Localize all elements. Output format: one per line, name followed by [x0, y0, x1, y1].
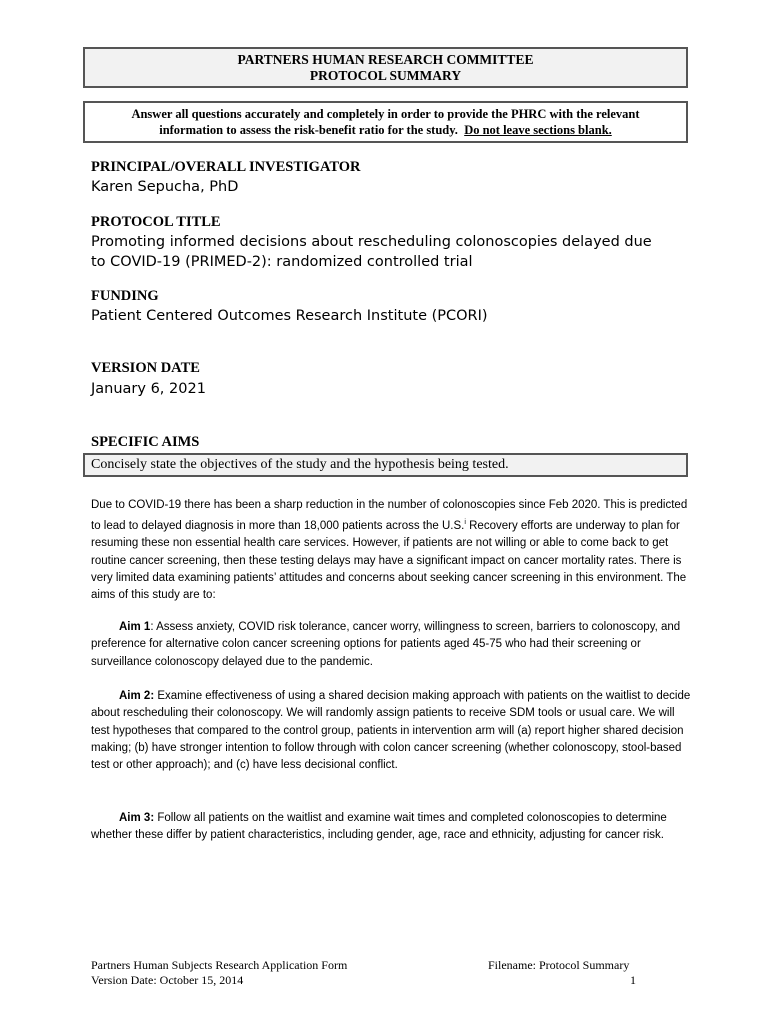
document-title-line1: PARTNERS HUMAN RESEARCH COMMITTEE: [237, 52, 534, 67]
aims-intro-b: Recovery efforts are underway to plan for resuming these non essential health care services. However, if patients are not willing or able to come back to get routine cancer screening, then these testing delays may have a significant impact on cancer mortality rates. There is very limited data examining patients’ attitudes and concerns about seeking cancer screening in this environment. The aims of this study are to:: [91, 520, 687, 602]
aim3-paragraph: [91, 810, 691, 845]
document-title-box: [83, 47, 688, 88]
instructions-box: [83, 101, 688, 143]
aim2-paragraph: [91, 688, 691, 774]
specific-aims-heading: SPECIFIC AIMS: [91, 434, 200, 450]
protocol-title-line1: Promoting informed decisions about rescheduling colonoscopies delayed due: [91, 234, 652, 250]
footer-version: Version Date: October 15, 2014: [91, 973, 244, 987]
aim2-text: Examine effectiveness of using a shared decision making approach with patients on the waitlist to decide about rescheduling their colonoscopy. We will randomly assign patients to receive SDM tools or usual care. We will test hypotheses that compared to the control group, patients in intervention arm will (a) report higher shared decision making; (b) have stronger intention to follow through with colon cancer screening (whether colonoscopy, stool-based test or other approach); and (c) have less decisional conflict.: [91, 690, 691, 772]
aim3-text: Follow all patients on the waitlist and examine wait times and completed colonoscopies to determine whether these differ by patient characteristics, including gender, age, race and ethnicity, adjusting for cancer risk.: [91, 812, 667, 842]
footer-filename: Filename: Protocol Summary: [488, 958, 630, 972]
aims-intro-paragraph: [91, 497, 691, 605]
instructions-line2-wrap: [85, 122, 686, 138]
investigator-value: Karen Sepucha, PhD: [91, 179, 239, 195]
protocol-title-heading: PROTOCOL TITLE: [91, 214, 221, 230]
specific-aims-prompt: Concisely state the objectives of the study and the hypothesis being tested.: [83, 453, 688, 477]
instructions-line1: Answer all questions accurately and completely in order to provide the PHRC with the relevant: [131, 107, 640, 121]
aim1-label: Aim 1: [119, 621, 151, 633]
investigator-heading: PRINCIPAL/OVERALL INVESTIGATOR: [91, 159, 361, 175]
protocol-title-line2: to COVID-19 (PRIMED-2): randomized controlled trial: [91, 254, 473, 270]
version-date-value: January 6, 2021: [91, 381, 206, 397]
version-date-heading: VERSION DATE: [91, 360, 200, 376]
aim3-label: Aim 3:: [119, 812, 155, 824]
funding-heading: FUNDING: [91, 288, 159, 304]
aim2-label: Aim 2:: [119, 690, 155, 702]
instructions-line2: information to assess the risk-benefit ratio for the study.: [159, 123, 458, 137]
instructions-warning: Do not leave sections blank.: [464, 123, 612, 137]
aims-intro-a: Due to COVID-19 there has been a sharp reduction in the number of colonoscopies since Feb 2020. This is predicted to lead to delayed diagnosis in more than 18,000 patients across the U.S.: [91, 499, 688, 533]
footer-form-name: Partners Human Subjects Research Application Form: [91, 958, 348, 972]
footnote-marker: i: [464, 519, 466, 527]
document-title-line2: PROTOCOL SUMMARY: [309, 68, 462, 83]
aim1-paragraph: [91, 619, 691, 671]
aim1-text: : Assess anxiety, COVID risk tolerance, cancer worry, willingness to screen, barriers to colonoscopy, and preference for alternative colon cancer screening options for patients aged 45-75 who had their screening or surveillance colonoscopy delayed due to the pandemic.: [91, 621, 681, 668]
funding-value: Patient Centered Outcomes Research Institute (PCORI): [91, 308, 488, 324]
footer-page-number: 1: [630, 973, 636, 987]
